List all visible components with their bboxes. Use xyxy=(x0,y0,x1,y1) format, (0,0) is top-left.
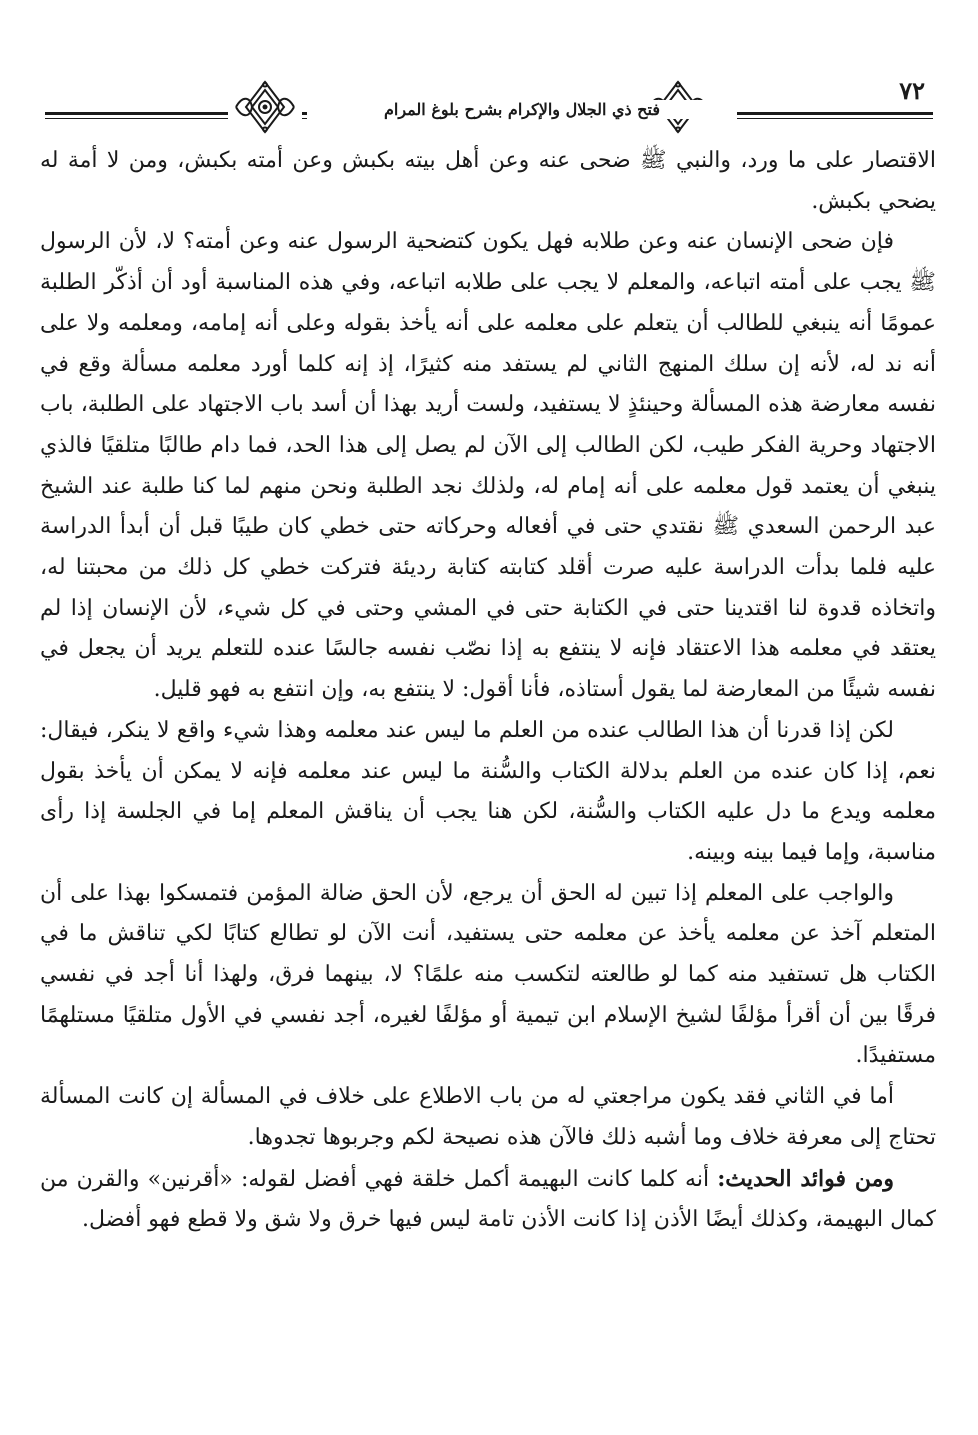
ornament-left-icon xyxy=(228,78,302,136)
paragraph-3: لكن إذا قدرنا أن هذا الطالب عنده من العلم ما ليس عند معلمه وهذا شيء واقع لا ينكر، فيقال: نعم، إذا كان عنده من العلم بدلالة الكتاب والسُّنة ما ليس عند معلمه فإنه لا يمكن أن يأخذ بقول معلمه ويدع ما دل عليه الكتاب والسُّنة، لكن هنا يجب أن يناقش المعلم إما في الجلسة إذا رأى مناسبة، وإما فيما بينه وبينه. xyxy=(40,717,936,865)
paragraph-2: فإن ضحى الإنسان عنه وعن طلابه فهل يكون كتضحية الرسول عنه وعن أمته؟ لا، لأن الرسول ﷺ يجب على أمته اتباعه، والمعلم لا يجب على طلابه اتباعه، وفي هذه المناسبة أود أن أذكّر الطلبة عمومًا أنه ينبغي للطالب أن يتعلم على معلمه على أنه يأخذ بقوله وعلى أنه إمامه، ومعلمه ولا على أنه ند له، لأنه إن سلك المنهج الثاني لم يستفد منه كثيرًا، إذ إنه كلما أورد معلمه مسألة وقع في نفسه معارضة هذه المسألة وحينئذٍ لا يستفيد، ولست أريد بهذا أن أسد باب الاجتهاد على الطلبة، باب الاجتهاد وحرية الفكر طيب، لكن الطالب إلى الآن لم يصل إلى هذا الحد، فما دام طالبًا متلقيًا فالذي ينبغي أن يعتمد قول معلمه على أنه إمام له، ولذلك نجد الطلبة ونحن منهم لما كنا طلبة عند الشيخ عبد الرحمن السعدي ﷺ نقتدي حتى في أفعاله وحركاته حتى خطي كان طيبًا قبل أن أبدأ الدراسة عليه فلما بدأت الدراسة عليه صرت أقلد كتابته كتابة رديئة فتركت خطي كل ذلك من محبتنا له، واتخاذه قدوة لنا اقتدينا حتى في الكتابة حتى في المشي وحتى في كل شيء، لأن الإنسان إذا لم يعتقد في معلمه هذا الاعتقاد فإنه لا ينتفع به إذا نصّب نفسه جالسًا عنده للتعلم يريد أن يجعل في نفسه شيئًا من المعارضة لما يقول أستاذه، فأنا أقول: لا ينتفع به، وإن انتفع به فهو قليل. xyxy=(40,229,936,703)
paragraph-6 xyxy=(40,1159,936,1241)
paragraph-1: الاقتصار على ما ورد، والنبي ﷺ ضحى عنه وعن أهل بيته بكبش وعن أمته بكبش، ومن لا أمة له يضحي بكبش. xyxy=(40,148,936,214)
page-header xyxy=(45,78,933,138)
page-number: ٧٢ xyxy=(899,76,925,105)
paragraph-4: والواجب على المعلم إذا تبين له الحق أن يرجع، لأن الحق ضالة المؤمن فتمسكوا بهذا على أن المتعلم آخذ عن معلمه يأخذ عن معلمه حتى يستفيد، أنت الآن لو تطالع كتابًا لكي تناقش ما في الكتاب هل تستفيد منه كما لو طالعته لتكسب منه علمًا؟ لا، بينهما فرق، ولهذا أنا أجد في نفسي فرقًا بين أن أقرأ مؤلفًا لشيخ الإسلام ابن تيمية أو مؤلفًا لغيره، أجد نفسي في الأول متلقيًا مستلهمًا مستفيدًا. xyxy=(40,880,936,1069)
paragraph-6-text: أنه كلما كانت البهيمة أكمل خلقة فهي أفضل لقوله: «أقرنين» والقرن من كمال البهيمة، وكذلك أيضًا الأذن إذا كانت الأذن تامة ليس فيها خرق ولا شق ولا قطع فهو أفضل. xyxy=(40,1166,936,1233)
paragraph-6-lead: ومن فوائد الحديث: xyxy=(717,1165,894,1192)
paragraph-5: أما في الثاني فقد يكون مراجعتي له من باب الاطلاع على خلاف في المسألة إن كانت المسألة تحتاج إلى معرفة خلاف وما أشبه ذلك فالآن هذه نصيحة لكم وجربوها تجدوها. xyxy=(40,1084,936,1150)
book-title: فتح ذي الجلال والإكرام بشرح بلوغ المرام xyxy=(307,100,737,119)
page-body xyxy=(40,141,936,1241)
